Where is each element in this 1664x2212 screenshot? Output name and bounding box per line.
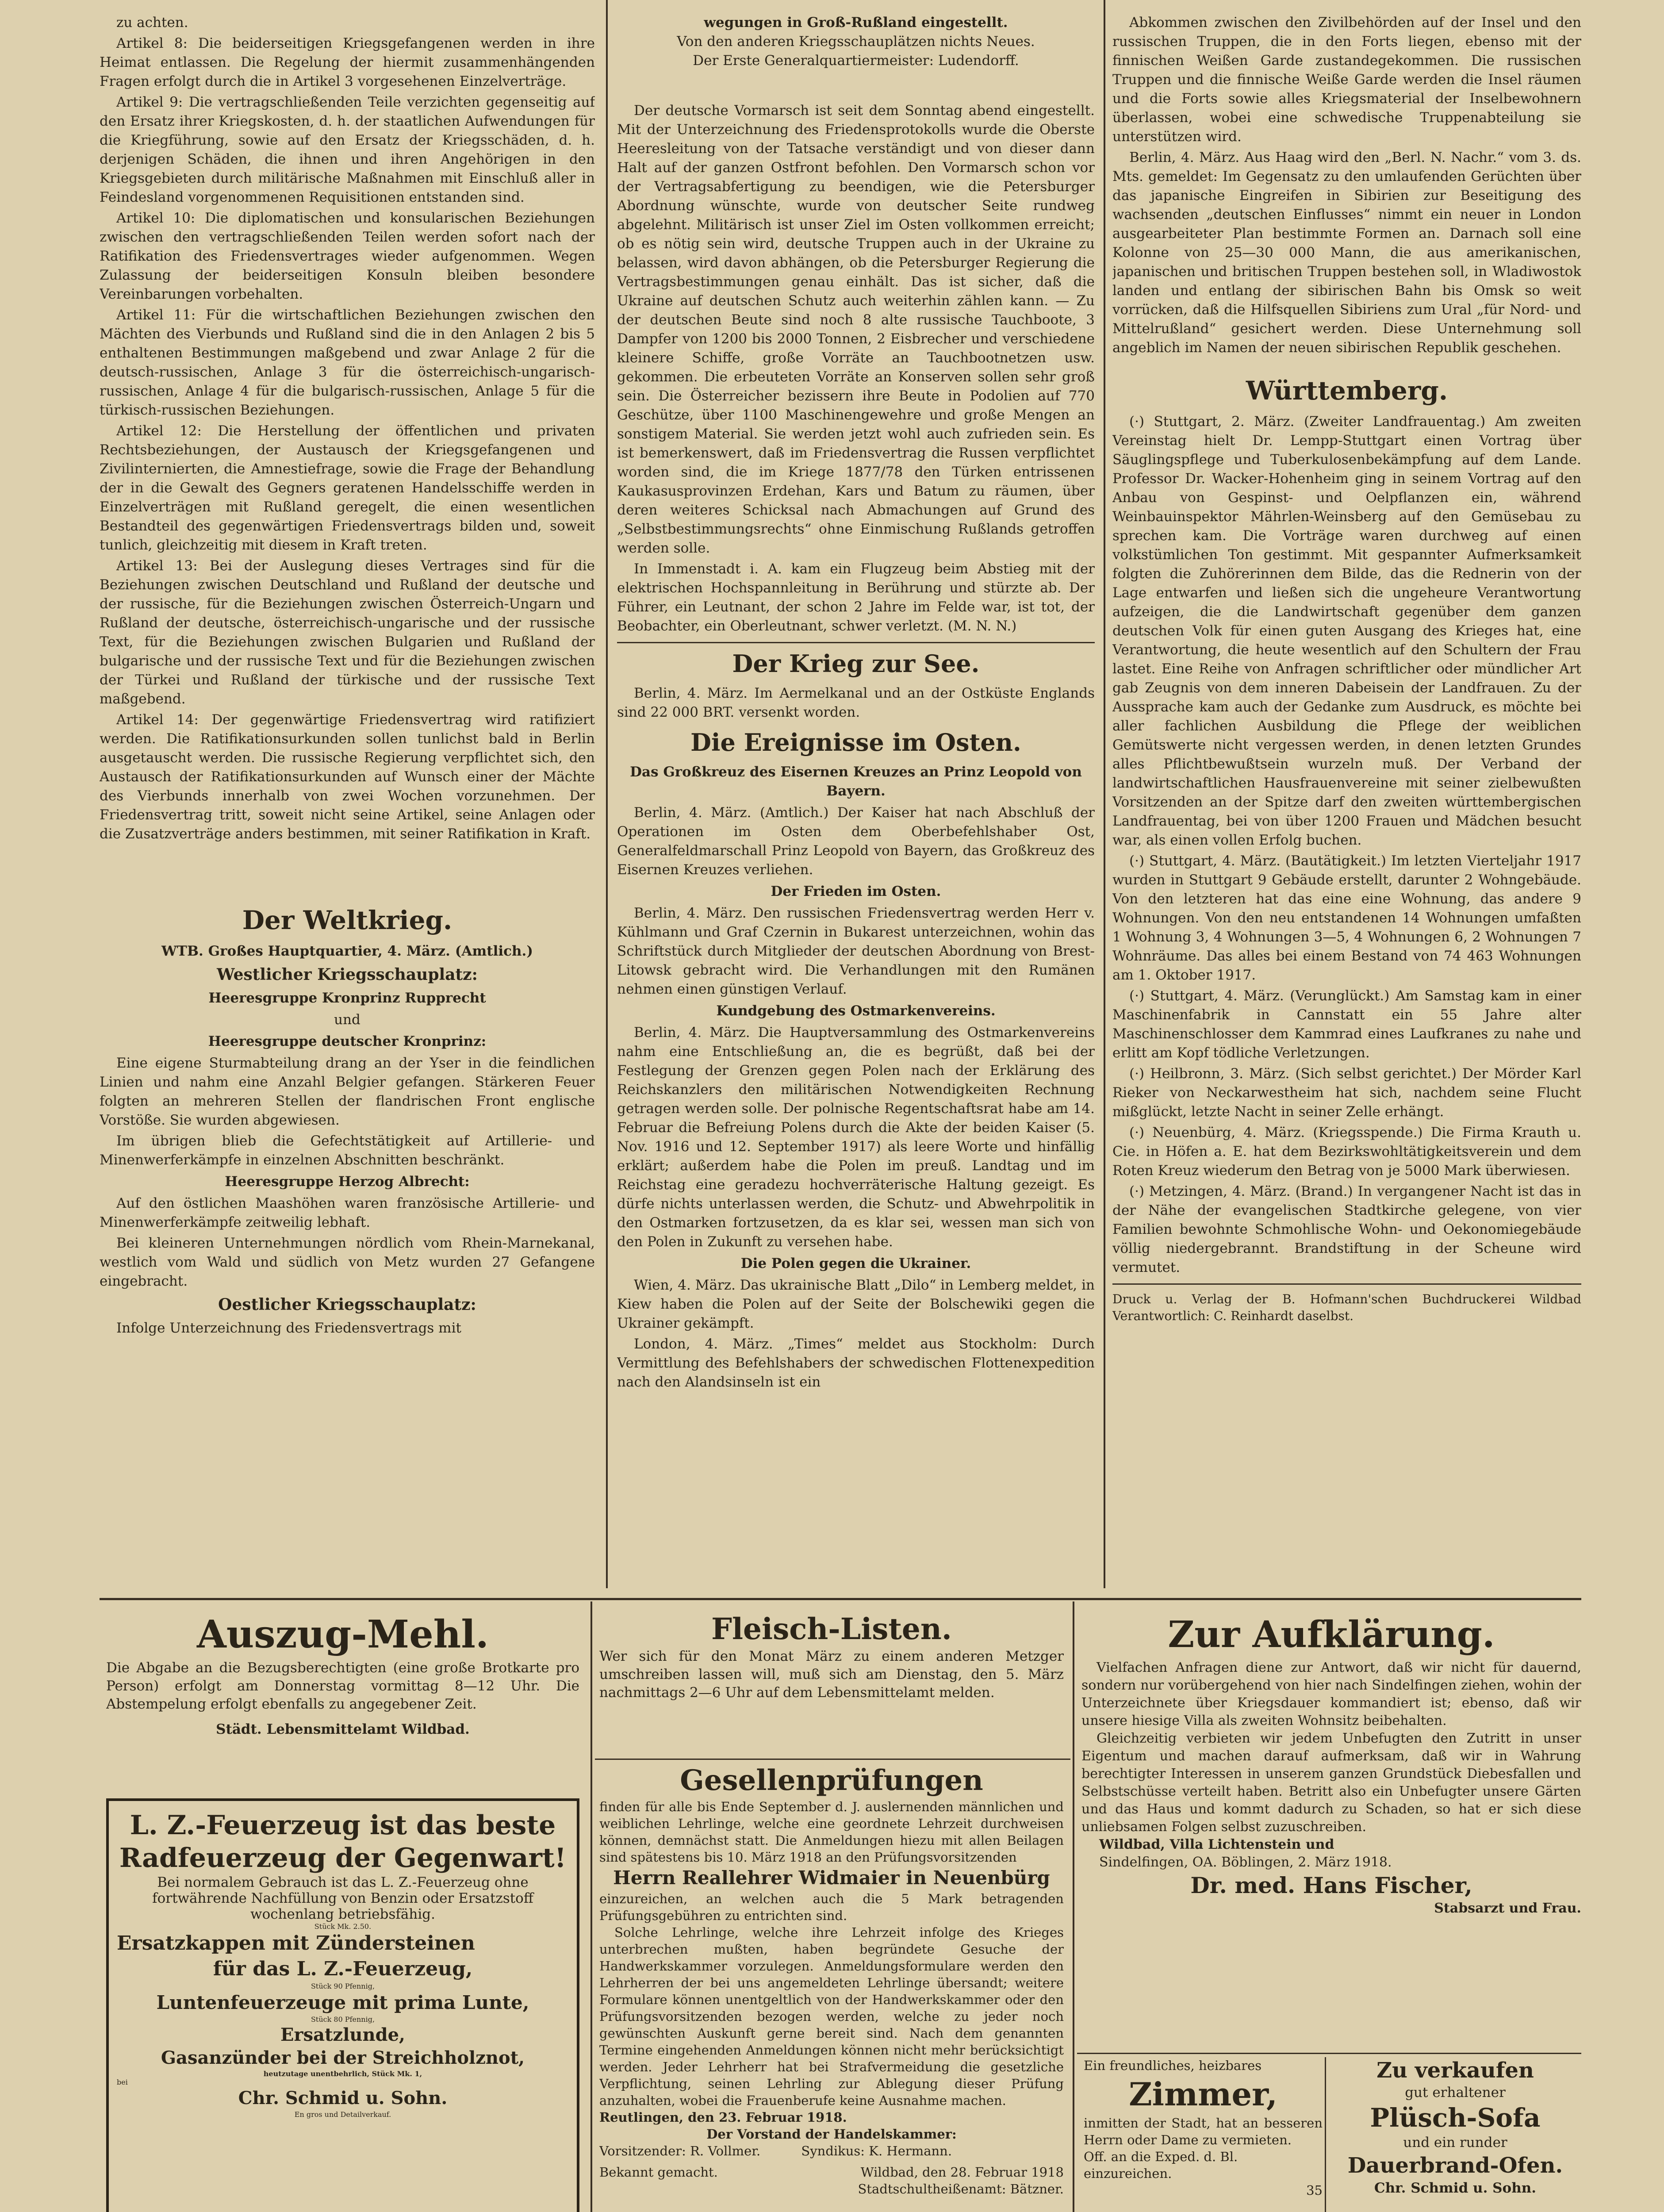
fleisch-divider: [595, 1759, 1070, 1760]
column-rule-2: [1104, 0, 1105, 1588]
neuenbuerg-paragraph: (·) Neuenbürg, 4. März. (Kriegsspende.) Die Firma Krauth u. Cie. in Höfen a. E. hat dem Bezirkswohltätigkeitsverein und dem Roten Kreuz wiederum den Betrag von je 5000 Mark überwiesen.: [1112, 1125, 1581, 1179]
column-1: [100, 13, 595, 1588]
ukrainer-paragraph: Wien, 4. März. Das ukrainische Blatt „Dilo“ in Lemberg meldet, in Kiew haben die Polen auf der Seite der Bolschewiki gegen die Ukrainer gekämpft.: [617, 1277, 1095, 1331]
feuer-price-3: Stück 80 Pfennig,: [311, 2015, 375, 2024]
see-paragraph: Berlin, 4. März. Im Aermelkanal und an der Ostküste Englands sind 22 000 BRT. versenkt worden.: [617, 685, 1095, 720]
aufklaerung-place-2: Sindelfingen, OA. Böblingen, 2. März 1918.: [1099, 1855, 1392, 1870]
article-10: Artikel 10: Die diplomatischen und konsularischen Beziehungen zwischen den vertragschließenden Teilen werden sofort nach der Ratifikation des Friedensvertrages wieder aufgenommen. Wegen Zulassung der beiderseitigen Konsuln bleiben besondere Vereinbarungen vorbehalten.: [100, 210, 595, 302]
col2-nichts-neues: Von den anderen Kriegsschauplätzen nichts Neues.: [677, 34, 1035, 50]
zimmer-num: 35: [1306, 2183, 1323, 2198]
col2-top-line: wegungen in Groß-Rußland eingestellt.: [704, 15, 1008, 31]
zimmer-rule: [1325, 2057, 1326, 2212]
zimmer-pre: Ein freundliches, heizbares: [1084, 2058, 1262, 2073]
feuer-bei: bei: [117, 2078, 128, 2086]
west-paragraph-1: Eine eigene Sturmabteilung drang an der Yser in die feindlichen Linien und nahm eine Anzahl Belgier gefangen. Stärkeren Feuer folgten an mehreren Stellen der flandrischen Front englische Vorstöße. Sie wurden abgewiesen.: [100, 1055, 595, 1128]
west-paragraph-3: Auf den östlichen Maashöhen waren französische Artillerie- und Minenwerferkämpfe zeitweilig lebhaft.: [100, 1195, 595, 1230]
ad-gesellenpruefungen: [599, 1763, 1064, 2212]
aufklaerung-divider: [1077, 2053, 1581, 2054]
ludendorff-line: Der Erste Generalquartiermeister: Ludendorff.: [693, 53, 1019, 69]
article-14: Artikel 14: Der gegenwärtige Friedensvertrag wird ratifiziert werden. Die Ratifikationsurkunden sollen tunlichst bald in Berlin ausgetauscht werden. Die russische Regierung verpflichtet sich, den Austausch der Ratifikationsurkunden auf Wunsch einer der Mächte des Vierbunds innerhalb von zwei Wochen vorzunehmen. Der Friedensvertrag tritt, soweit nicht seine Artikel, seine Anlagen oder die Zusatzverträge anders bestimmen, mit seiner Ratifikation in Kraft.: [100, 712, 595, 842]
ads-column-rule-2: [1073, 1601, 1074, 2212]
feuer-text: Bei normalem Gebrauch ist das L. Z.-Feuerzeug ohne fortwährende Nachfüllung von Benzin oder Ersatzstoff wochenlang betriebsfähig.: [152, 1874, 533, 1922]
weltkrieg-title: Der Weltkrieg.: [242, 905, 452, 935]
west-paragraph-4: Bei kleineren Unternehmungen nördlich vom Rhein-Marnekanal, westlich vom Wald und südlich von Metz wurden 27 Gefangene eingebracht.: [100, 1235, 595, 1289]
ukrainer-head: Die Polen gegen die Ukrainer.: [740, 1256, 971, 1271]
feuer-item-4: Ersatzlunde,: [280, 2024, 405, 2045]
ad-zimmer: [1084, 2057, 1323, 2212]
ads-divider: [100, 1598, 1581, 1600]
fleisch-title: Fleisch-Listen.: [711, 1612, 952, 1646]
aland-paragraph: Abkommen zwischen den Zivilbehörden auf der Insel und den russischen Truppen, die in den Forts liegen, ebenso mit der finnischen Weißen Garde zustandegekommen. Die russischen Truppen und die finnische Weiße Garde werden die Insel räumen und die Forts sowie alles Kriegsmaterial der Inselbewohnern überlassen, wobei eine schwedische Truppenabteilung sie unterstützen wird.: [1112, 15, 1581, 145]
bekannt-sign: Stadtschultheißenamt: Bätzner.: [858, 2181, 1064, 2197]
mehl-sign: Städt. Lebensmittelamt Wildbad.: [216, 1721, 470, 1737]
article-9: Artikel 9: Die vertragschließenden Teile verzichten gegenseitig auf den Ersatz ihrer Kriegskosten, d. h. der staatlichen Aufwendungen für die Kriegführung, sowie auf den Ersatz der Kriegsschäden, d. h. derjenigen Schäden, die ihnen und ihren Angehörigen in den Kriegsgebieten durch militärische Maßnahmen mit Einschluß aller in Feindesland vorgenommenen Requisitionen entstanden sind.: [100, 94, 595, 205]
druck-line: Druck u. Verlag der B. Hofmann'schen Buchdruckerei Wildbad Verantwortlich: C. Reinhardt daselbst.: [1112, 1292, 1581, 1323]
aufklaerung-text-2: Gleichzeitig verbieten wir jedem Unbefugten den Zutritt in unser Eigentum und machen darauf aufmerksam, daß wir in Wahrung berechtigter Interessen in unserem ganzen Grundstück Diebesfallen und Selbstschüsse verteilt haben. Betritt also ein Unbefugter unsere Gärten und das Haus und kommt dadurch zu Schaden, so hat er sich diese unliebsamen Folgen selbst zuzuschreiben.: [1081, 1731, 1581, 1835]
wtb-line: WTB. Großes Hauptquartier, 4. März. (Amtlich.): [161, 943, 533, 959]
ad-fleisch-listen: [599, 1610, 1064, 1756]
ad-feuerzeug: [106, 1798, 579, 2212]
zimmer-text: inmitten der Stadt, hat an besseren Herrn oder Dame zu vermieten.: [1084, 2116, 1323, 2147]
ad-auszug-mehl: [106, 1610, 579, 1787]
frieden-paragraph: Berlin, 4. März. Den russischen Friedensvertrag werden Herr v. Kühlmann und Graf Czernin in Bukarest unterzeichnen, wohin das Schriftstück durch Mitglieder der deutschen Abordnung von Brest-Litowsk gebracht wird. Die Verhandlungen mit den Rumänen nehmen einen günstigen Verlauf.: [617, 905, 1095, 997]
ostmarken-head: Kundgebung des Ostmarkenvereins.: [716, 1003, 996, 1019]
gesellen-sign: Vorsitzender: R. Vollmer. Syndikus: K. Hermann.: [599, 2143, 952, 2158]
see-title: Der Krieg zur See.: [732, 649, 980, 678]
feuer-item-6: heutzutage unentbehrlich, Stück Mk. 1,: [263, 2070, 422, 2078]
landfrauentag-paragraph: (·) Stuttgart, 2. März. (Zweiter Landfrauentag.) Am zweiten Vereinstag hielt Dr. Lempp-Stuttgart einen Vortrag über Säuglingspflege und Tuberkulosenbekämpfung auf dem Lande. Professor Dr. Wacker-Hohenheim ging in seinem Vortrag auf den Anbau von Gespinst- und Oelpflanzen ein, während Weinbauinspektor Mährlen-Weinsberg auf den Gemüsebau zu sprechen kam. Die Vorträge waren durchweg auf einen volkstümlichen Ton gestimmt. Mit gespannter Aufmerksamkeit folgten die Zuhörerinnen dem Bilde, das die Rednerin von der Lage entwarfen und ließen sich die ungeheure Verantwortung aufzeigen, die die Landwirtschaft gegenüber dem ganzen deutschen Volk für einen guten Ausgang des Krieges hat, eine Verantwortung, die heute wesentlich auf den Schultern der Frau lastet. Eine Reihe von Anfragen schriftlicher oder mündlicher Art gab Zeugnis von dem inneren Dabeisein der Landfrauen. Zu der Aussprache kam auch der Gedanke zum Ausdruck, es möchte bei aller fachlichen Ausbildung die Pflege der weiblichen Gemütswerte nicht vergessen werden, in denen letzten Grundes alles Pflichtbewußtsein wurzeln muß. Der Verband der landwirtschaftlichen Hausfrauenvereine mit seiner zielbewußten Vorsitzenden an der Spitze darf den zweiten württembergischen Landfrauentag, bei von über 1200 Frauen und Mädchen besucht war, als einen vollen Erfolg buchen.: [1112, 414, 1581, 848]
feuer-firm-2: En gros und Detailverkauf.: [294, 2110, 391, 2119]
ost-paragraph: Infolge Unterzeichnung des Friedensvertrags mit: [116, 1320, 461, 1336]
aufklaerung-text-1: Vielfachen Anfragen diene zur Antwort, daß wir nicht für dauernd, sondern nur vorübergehend von hier nach Sindelfingen ziehen, wohin der Unterzeichnete über Kriegsdauer kommandiert ist; ebenso, daß wir unsere hiesige Villa als zweiten Wohnsitz beibehalten.: [1081, 1660, 1581, 1728]
feuer-price-1: Stück Mk. 2.50.: [314, 1922, 372, 1931]
feuer-item-1: Ersatzkappen mit Zündersteinen: [117, 1932, 475, 1955]
zimmer-title: Zimmer,: [1129, 2075, 1277, 2113]
bautaetigkeit-paragraph: (·) Stuttgart, 4. März. (Bautätigkeit.) Im letzten Vierteljahr 1917 wurden in Stuttgart 9 Gebäude erstellt, darunter 2 Wohngebäude. Von den letzteren hat das eine eine Wohnung, das andere 9 Wohnungen. Von den neu entstandenen 14 Wohnungen umfaßten 1 Wohnung 3, 4 Wohnungen 3—5, 4 Wohnungen 6, 2 Wohnungen 7 Wohnräume. Das alles bei einem Bestand von 74 463 Wohnungen am 1. Oktober 1917.: [1112, 853, 1581, 983]
feuer-title-1: L. Z.-Feuerzeug ist das beste: [130, 1810, 556, 1841]
feuer-price-2: Stück 90 Pfennig,: [311, 1982, 375, 1990]
oestlich-head: Oestlicher Kriegsschauplatz:: [218, 1295, 476, 1314]
verkaufen-firm: Chr. Schmid u. Sohn.: [1374, 2180, 1537, 2196]
verkaufen-pre: gut erhaltener: [1405, 2085, 1506, 2101]
heilbronn-paragraph: (·) Heilbronn, 3. März. (Sich selbst gerichtet.) Der Mörder Karl Rieker von Neckarwestheim hat sich, nachdem seine Flucht mißglückt, letzte Nacht in seiner Zelle erhängt.: [1112, 1066, 1581, 1120]
sibirien-paragraph: Berlin, 4. März. Aus Haag wird den „Berl. N. Nachr.“ vom 3. ds. Mts. gemeldet: Im Gegensatz zu den umlaufenden Gerüchten über das japanische Eingreifen in Sibirien zur Beseitigung des wachsenden „deutschen Einflusses“ nimmt ein neuer in London ausgearbeiteter Plan bestimmte Formen an. Darnach soll eine Kolonne von 25—30 000 Mann, die aus amerikanischen, japanischen und britischen Truppen bestehen soll, in Wladiwostok landen und entlang der sibirischen Bahn bis Omsk so weit vorrücken, daß die Hilfsquellen Sibiriens zum Ural „für Nord- und Mittelrußland“ gesichert werden. Diese Unternehmung soll angeblich im Namen der neuen sibirischen Republik geschehen.: [1112, 150, 1581, 356]
grosskreuz-head: Das Großkreuz des Eisernen Kreuzes an Prinz Leopold von Bayern.: [630, 764, 1082, 799]
gesellen-title: Gesellenprüfungen: [680, 1764, 983, 1797]
column-rule-1: [606, 0, 608, 1588]
verkaufen-item-1: Plüsch-Sofa: [1370, 2103, 1541, 2133]
gruppe-und: und: [334, 1012, 360, 1028]
aufklaerung-role: Stabsarzt und Frau.: [1434, 1901, 1581, 1916]
zimmer-text-2: Off. an die Exped. d. Bl. einzureichen.: [1084, 2149, 1238, 2181]
col1-paragraph: zu achten.: [116, 15, 188, 31]
london-paragraph: London, 4. März. „Times“ meldet aus Stockholm: Durch Vermittlung des Befehlshabers der schwedischen Flottenexpedition nach den Alandsinseln ist ein: [617, 1336, 1095, 1390]
gruppe-2: Heeresgruppe deutscher Kronprinz:: [208, 1033, 487, 1049]
wuerttemberg-title: Württemberg.: [1246, 376, 1448, 406]
gesellen-org: Der Vorstand der Handelskammer:: [706, 2127, 957, 2142]
vormarsch-paragraph: Der deutsche Vormarsch ist seit dem Sonntag abend eingestellt. Mit der Unterzeichnung des Friedensprotokolls wurde die Oberste Heeresleitung von der Tatsache verständigt und von dieser dann Halt auf der ganzen Ostfront befohlen. Den Vormarsch schon vor der Vertragsabfertigung zu beendigen, wie die Petersburger Abordnung wünschte, wurde von deutscher Seite rundweg abgelehnt. Militärisch ist unser Ziel im Osten vollkommen erreicht; ob es nötig sein wird, deutsche Truppen auch in der Ukraine zu belassen, wird davon abhängen, ob die Petersburger Regierung die Vertragsbestimmungen genau einhält. Das ist sicher, daß die Ukraine auf deutschen Schutz auch weiterhin zählen kann. — Zu der deutschen Beute sind noch 8 alte russische Tauchboote, 3 Dampfer von 1200 bis 2000 Tonnen, 2 Eisbrecher und verschiedene kleinere Schiffe, große Vorräte an Tauchbootnetzen usw. gekommen. Die erbeuteten Vorräte an Konserven sollen sehr groß sein. Die Österreicher bezissern ihre Beute in Podolien auf 770 Geschütze, über 1100 Maschinengewehre und große Mengen an sonstigem Material. Sie werden jetzt wohl auch zufrieden sein. Es ist bemerkenswert, daß im Friedensvertrag die Russen verpflichtet worden sind, die im Kriege 1877/78 den Türken entrissenen Kaukasusprovinzen Erdehan, Kars und Batum zu räumen, über deren weiteres Schicksal nach Abmachungen auf Grund des „Selbstbestimmungsrechts“ ohne Einmischung Rußlands getroffen werden solle.: [617, 103, 1095, 556]
verkaufen-item-2: Dauerbrand-Ofen.: [1347, 2153, 1563, 2178]
feuer-title-2: Radfeuerzeug der Gegenwart!: [119, 1843, 567, 1874]
ad-zur-aufklaerung: [1081, 1610, 1581, 2048]
article-11: Artikel 11: Für die wirtschaftlichen Beziehungen zwischen den Mächten des Vierbunds und Rußland sind die in den Anlagen 2 bis 5 enthaltenen Bestimmungen maßgebend und zwar Anlage 2 für die deutsch-russischen, Anlage 3 für die österreichisch-ungarisch-russischen, Anlage 4 für die bulgarisch-russischen, Anlage 5 für die türkisch-russischen Beziehungen.: [100, 307, 595, 418]
verkaufen-title: Zu verkaufen: [1376, 2058, 1534, 2083]
osten-title: Die Ereignisse im Osten.: [690, 728, 1021, 757]
frieden-head: Der Frieden im Osten.: [771, 883, 941, 899]
column-3: [1112, 13, 1581, 1588]
gruppe-3: Heeresgruppe Herzog Albrecht:: [225, 1174, 470, 1190]
feuer-firm: Chr. Schmid u. Sohn.: [238, 2088, 448, 2108]
ad-zu-verkaufen: [1329, 2057, 1581, 2212]
westlich-head: Westlicher Kriegsschauplatz:: [217, 965, 478, 984]
aufklaerung-title: Zur Aufklärung.: [1168, 1613, 1495, 1656]
ads-column-rule-1: [590, 1601, 592, 2212]
bekannt-gemacht: Bekannt gemacht.: [599, 2165, 718, 2180]
west-paragraph-2: Im übrigen blieb die Gefechtstätigkeit auf Artillerie- und Minenwerferkämpfe in einzelnen Abschnitten beschränkt.: [100, 1133, 595, 1168]
mehl-text: Die Abgabe an die Bezugsberechtigten (eine große Brotkarte pro Person) erfolgt am Donnerstag vormittag 8—12 Uhr. Die Abstempelung erfolgt ebenfalls zu angegebener Zeit.: [106, 1660, 579, 1712]
gruppe-1: Heeresgruppe Kronprinz Rupprecht: [208, 990, 486, 1006]
fleisch-text: Wer sich für den Monat März zu einem anderen Metzger umschreiben lassen will, muß sich am Dienstag, den 5. März nachmittags 2—6 Uhr auf dem Lebensmittelamt melden.: [599, 1648, 1064, 1701]
gesellen-text-2: einzureichen, an welchen auch die 5 Mark betragenden Prüfungsgebühren zu entrichten sind.: [599, 1891, 1064, 1923]
gesellen-name: Herrn Reallehrer Widmaier in Neuenbürg: [613, 1867, 1050, 1889]
grosskreuz-paragraph: Berlin, 4. März. (Amtlich.) Der Kaiser hat nach Abschluß der Operationen im Osten dem Oberbefehlshaber Ost, Generalfeldmarschall Prinz Leopold von Bayern, das Großkreuz des Eisernen Kreuzes verliehen.: [617, 805, 1095, 878]
article-13: Artikel 13: Bei der Auslegung dieses Vertrages sind für die Beziehungen zwischen Deutschland und Rußland der deutsche und der russische, für die Beziehungen zwischen Österreich-Ungarn und Rußland der deutsche, österreichisch-ungarische und der russische Text, für die Beziehungen zwischen Bulgarien und Rußland der bulgarische und der russische Text und für die Beziehungen zwischen der Türkei und Rußland der türkische und der russische Text maßgebend.: [100, 558, 595, 707]
aufklaerung-name: Dr. med. Hans Fischer,: [1190, 1872, 1472, 1898]
aufklaerung-place-1: Wildbad, Villa Lichtenstein und: [1099, 1837, 1334, 1852]
gesellen-text-3: Solche Lehrlinge, welche ihre Lehrzeit infolge des Krieges unterbrechen mußten, haben begründete Gesuche der Handwerkskammer vorzulegen. Anmeldungsformulare werden den Lehrherren der bei uns angemeldeten Lehrlinge übersandt; weitere Formulare können unentgeltlich von der Handwerkskammer oder den Prüfungsvorsitzenden bezogen werden, welche zu jeder noch gewünschten Auskunft gerne bereit sind. Nach dem genannten Termine eingehenden Anmeldungen können nicht mehr berücksichtigt werden. Jeder Lehrherr hat bei Strafvermeidung die gesetzliche Verpflichtung, seinen Lehrling zur Ablegung dieser Prüfung anzuhalten, wobei die Frauenberufe keine Ausnahme machen.: [599, 1925, 1064, 2108]
flugzeug-paragraph: In Immenstadt i. A. kam ein Flugzeug beim Abstieg mit der elektrischen Hochspannleitung in Berührung und stürzte ab. Der Führer, ein Leutnant, der schon 2 Jahre im Felde war, ist tot, der Beobachter, ein Oberleutnant, schwer verletzt. (M. N. N.): [617, 561, 1095, 634]
feuer-item-3: Luntenfeuerzeuge mit prima Lunte,: [156, 1992, 529, 2013]
bekannt-place: Wildbad, den 28. Februar 1918: [860, 2165, 1064, 2180]
druck-divider: [1112, 1283, 1581, 1285]
verunglueckt-paragraph: (·) Stuttgart, 4. März. (Verunglückt.) Am Samstag kam in einer Maschinenfabrik in Cannstatt ein 55 Jahre alter Maschinenschlosser dem Kammrad eines Laufkranes zu nahe und erlitt am Kopf tödliche Verletzungen.: [1112, 988, 1581, 1061]
section-divider: [617, 642, 1095, 643]
ostmarken-paragraph: Berlin, 4. März. Die Hauptversammlung des Ostmarkenvereins nahm eine Entschließung an, die es begrüßt, daß bei der Festlegung der Grenzen gegen Polen nach der Erklärung des Reichskanzlers den militärischen Notwendigkeiten Rechnung getragen werden solle. Der polnische Regentschaftsrat habe am 14. Februar die Befreiung Polens durch die Akte der beiden Kaiser (5. Nov. 1916 und 12. September 1917) als leere Worte und hinfällig erklärt; außerdem habe die Polen im preuß. Landtag und im Reichstag eine geradezu hochverräterische Haltung gezeigt. Es dürfe nichts unterlassen werden, die Schutz- und Abwehrpolitik in den Ostmarken fortzusetzen, da es klar sei, wessen man sich von den Polen in Zukunft zu versehen habe.: [617, 1025, 1095, 1250]
article-12: Artikel 12: Die Herstellung der öffentlichen und privaten Rechtsbeziehungen, der Austausch der Kriegsgefangenen und Zivilinternierten, die Amnestiefrage, sowie die Frage der Behandlung der in die Gewalt des Gegners geratenen Handelsschiffe werden in Einzelverträgen mit Rußland geregelt, die einen wesentlichen Bestandteil des gegenwärtigen Friedensvertrags bilden und, soweit tunlich, gleichzeitig mit diesem in Kraft treten.: [100, 423, 595, 553]
article-8: Artikel 8: Die beiderseitigen Kriegsgefangenen werden in ihre Heimat entlassen. Die Regelung der hiermit zusammenhängenden Fragen erfolgt durch die in Artikel 3 vorgesehenen Einzelverträge.: [100, 35, 595, 89]
feuer-item-2: für das L. Z.-Feuerzeug,: [213, 1958, 473, 1980]
gesellen-text-1: finden für alle bis Ende September d. J. auslernenden männlichen und weiblichen Lehrlinge, welche eine geordnete Lehrzeit durchweisen können, demnächst statt. Die Anmeldungen hiezu mit allen Beilagen sind spätestens bis 10. März 1918 an den Prüfungsvorsitzenden: [599, 1799, 1064, 1865]
metzingen-paragraph: (·) Metzingen, 4. März. (Brand.) In vergangener Nacht ist das in der Nähe der evangelischen Stadtkirche gelegene, von vier Familien bewohnte Schmohlische Wohn- und Oekonomiegebäude völlig niedergebrannt. Brandstiftung in der Scheune wird vermutet.: [1112, 1183, 1581, 1275]
column-2: [617, 13, 1095, 1588]
mehl-title: Auszug-Mehl.: [197, 1612, 489, 1657]
verkaufen-mid: und ein runder: [1403, 2135, 1507, 2151]
gesellen-place: Reutlingen, den 23. Februar 1918.: [599, 2110, 847, 2125]
feuer-item-5: Gasanzünder bei der Streichholznot,: [161, 2047, 525, 2068]
